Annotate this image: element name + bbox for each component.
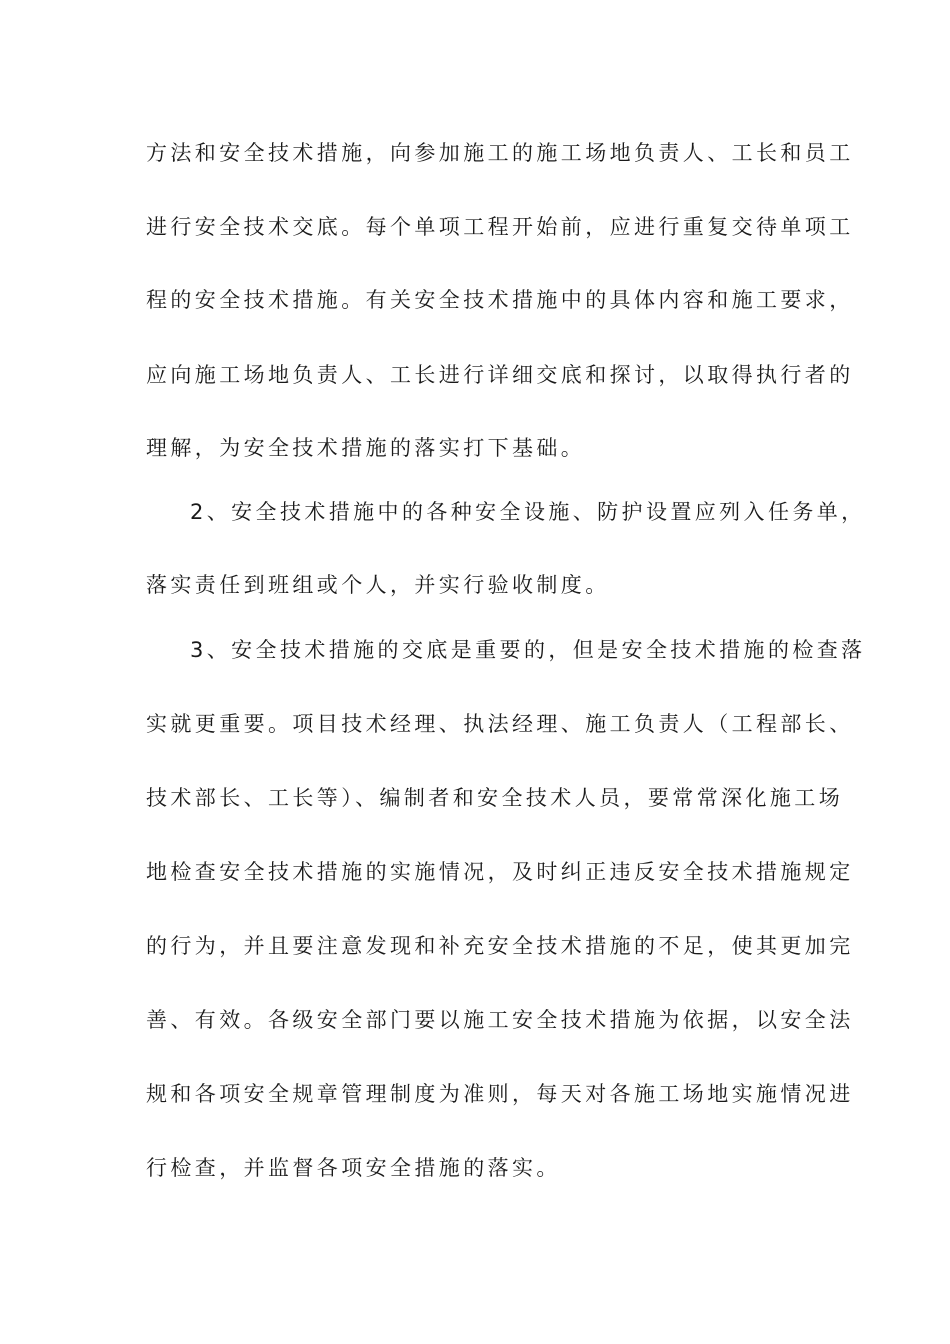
paragraph-line-1: 方法和安全技术措施，向参加施工的施工场地负责人、工长和员工 [146, 141, 854, 165]
item-3-line-5: 的行为，并且要注意发现和补充安全技术措施的不足，使其更加完 [146, 934, 854, 958]
item-3-line-7: 规和各项安全规章管理制度为准则，每天对各施工场地实施情况进 [146, 1082, 854, 1106]
item-3-line-2: 实就更重要。项目技术经理、执法经理、施工负责人（工程部长、 [146, 712, 854, 736]
item-3-line-6: 善、有效。各级安全部门要以施工安全技术措施为依据，以安全法 [146, 1008, 854, 1032]
paragraph-line-3: 程的安全技术措施。有关安全技术措施中的具体内容和施工要求， [146, 288, 854, 312]
item-2-line-2: 落实责任到班组或个人，并实行验收制度。 [146, 573, 610, 597]
item-3-line-3: 技术部长、工长等）、编制者和安全技术人员，要常常深化施工场 [146, 786, 844, 810]
item-3-line-1: 3、安全技术措施的交底是重要的，但是安全技术措施的检查落 [190, 638, 866, 662]
paragraph-line-2: 进行安全技术交底。每个单项工程开始前，应进行重复交待单项工 [146, 215, 854, 239]
paragraph-line-4: 应向施工场地负责人、工长进行详细交底和探讨，以取得执行者的 [146, 363, 854, 387]
paragraph-line-5: 理解，为安全技术措施的落实打下基础。 [146, 436, 586, 460]
item-2-line-1: 2、安全技术措施中的各种安全设施、防护设置应列入任务单， [190, 500, 866, 524]
item-3-line-4: 地检查安全技术措施的实施情况，及时纠正违反安全技术措施规定 [146, 860, 854, 884]
item-3-line-8: 行检查，并监督各项安全措施的落实。 [146, 1156, 561, 1180]
